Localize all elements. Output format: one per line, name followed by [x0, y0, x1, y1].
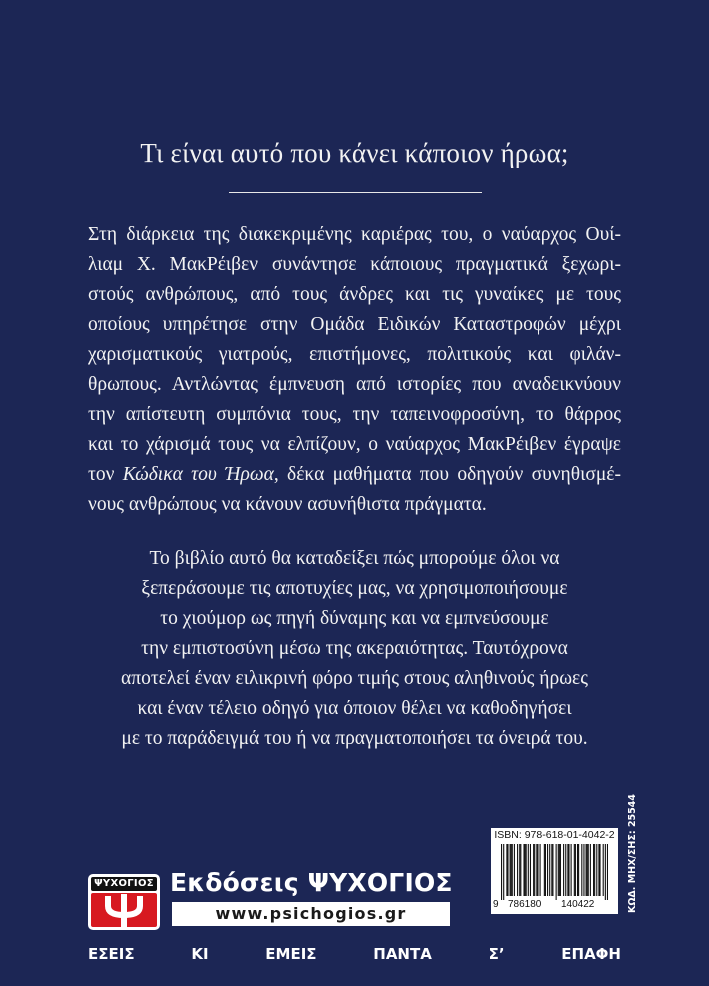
barcode-bar [552, 844, 553, 896]
barcode-bar [519, 844, 520, 896]
barcode-bar [567, 844, 568, 896]
barcode-digits-right: 140422 [561, 899, 595, 910]
barcode-bar [549, 844, 550, 896]
publisher-logo [88, 874, 160, 930]
paragraph-line: Το βιβλίο αυτό θα καταδείξει πώς μπορούμε όλοι να [149, 548, 560, 569]
barcode-bar [506, 844, 507, 896]
barcode-bar [563, 844, 564, 896]
back-cover-heading: Τι είναι αυτό που κάνει κάποιον ήρωα; [140, 138, 569, 168]
barcode-bar [525, 844, 526, 896]
paragraph-line: και έναν τέλειο οδηγό για όποιον θέλει να καθοδηγήσει [137, 698, 572, 719]
barcode-bar [526, 844, 527, 896]
barcode-bars [501, 844, 608, 900]
barcode-bar [514, 844, 515, 896]
description-paragraph [88, 220, 621, 520]
paragraph-line: Στη διάρκεια της διακεκριμένης καριέρας του, ο ναύαρχος Ουί- [88, 224, 621, 245]
line-suffix: , δέκα μαθήματα που οδηγούν συνηθισμέ- [273, 464, 621, 485]
publisher-slogan: ΕΣΕΙΣ ΚΙ ΕΜΕΙΣ ΠΑΝΤΑ Σ’ ΕΠΑΦΗ [88, 945, 621, 963]
barcode-bar [578, 844, 579, 896]
isbn-barcode [491, 828, 618, 914]
isbn-number: ISBN: 978-618-01-4042-2 [494, 829, 615, 841]
barcode-bar [523, 844, 524, 896]
paragraph-line: το χιούμορ ως πηγή δύναμης και να εμπνεύσουμε [160, 608, 549, 629]
barcode-bar [587, 844, 588, 896]
barcode-bar [517, 844, 518, 896]
summary-paragraph [0, 544, 709, 754]
barcode-bar [551, 844, 552, 896]
product-code: ΚΩΔ. ΜΗΧ/ΣΗΣ: 25544 [627, 794, 638, 913]
barcode-bar [537, 844, 538, 896]
barcode-bar [586, 844, 587, 896]
barcode-bar [593, 844, 594, 896]
barcode-bar [590, 844, 591, 896]
barcode-bar [545, 844, 546, 896]
barcode-bar [581, 844, 582, 896]
paragraph-line: και το χάρισμά τους να ελπίζουν, ο ναύαρχος ΜακΡέιβεν έγραψε [88, 434, 621, 455]
paragraph-line: ξεπεράσουμε τις αποτυχίες μας, να χρησιμοποιήσουμε [141, 578, 568, 599]
barcode-bar [540, 844, 541, 896]
paragraph-line: λιαμ Χ. ΜακΡέιβεν συνάντησε κάποιους πραγματικά ξεχωρι- [88, 254, 621, 275]
barcode-bar [588, 844, 589, 896]
publisher-url: www.psichogios.gr [172, 902, 450, 926]
paragraph-line: την εμπιστοσύνη μέσω της ακεραιότητας. Ταυτόχρονα [141, 638, 568, 659]
barcode-bar [568, 844, 569, 896]
barcode-bar [574, 844, 575, 896]
barcode-bar [544, 844, 545, 896]
barcode-bar [558, 844, 559, 896]
barcode-bar [560, 844, 561, 896]
barcode-bar [605, 844, 606, 900]
barcode-bar [603, 844, 604, 896]
barcode-bar [598, 844, 599, 896]
book-title-italic: Κώδικα του Ήρωα [122, 464, 274, 485]
barcode-bar [507, 844, 508, 896]
barcode-bar [534, 844, 535, 896]
barcode-bar [559, 844, 560, 896]
logo-wordmark: ΨΥΧΟΓΙΟΣ [91, 877, 157, 891]
psi-icon [91, 893, 157, 927]
barcode-bar [501, 844, 502, 900]
paragraph-line-with-title [88, 460, 621, 490]
paragraph-line: την απίστευτη συμπόνια τους, την ταπεινοφροσύνη, το θάρρος [88, 404, 621, 425]
barcode-bar [503, 844, 504, 900]
barcode-bar [556, 844, 557, 900]
barcode-bar [575, 844, 576, 896]
barcode-bar [596, 844, 597, 896]
barcode-digits-left: 786180 [508, 899, 542, 910]
barcode-bar [571, 844, 572, 896]
barcode-bar [510, 844, 511, 896]
barcode-bar [520, 844, 521, 896]
paragraph-line: νους ανθρώπους να κάνουν ασυνήθιστα πράγματα. [88, 494, 487, 515]
barcode-bar [577, 844, 578, 896]
barcode-bar [547, 844, 548, 896]
paragraph-line: χαρισματικούς γιατρούς, επιστήμονες, πολιτικούς και φιλάν- [88, 344, 621, 365]
barcode-bar [528, 844, 529, 896]
barcode-bar [512, 844, 513, 896]
barcode-digit-first: 9 [493, 899, 499, 910]
barcode-bar [533, 844, 534, 896]
paragraph-line: στούς ανθρώπους, από τους άνδρες και τις γυναίκες με τους [88, 284, 621, 305]
barcode-bar [599, 844, 600, 896]
publisher-name: Εκδόσεις ΨΥΧΟΓΙΟΣ [170, 868, 453, 897]
paragraph-line: οποίους υπηρέτησε στην Ομάδα Ειδικών Καταστροφών μέχρι [88, 314, 621, 335]
barcode-bar [530, 844, 531, 896]
barcode-bar [536, 844, 537, 896]
barcode-bar [565, 844, 566, 896]
paragraph-line: αποτελεί έναν ειλικρινή φόρο τιμής στους αληθινούς ήρωες [121, 668, 588, 689]
paragraph-line: με το παράδειγμά του ή να πραγματοποιήσει τα όνειρά του. [121, 728, 588, 749]
line-prefix: τον [88, 464, 123, 485]
barcode-bar [594, 844, 595, 896]
barcode-bar [511, 844, 512, 896]
paragraph-line: θρωπους. Αντλώντας έμπνευση από ιστορίες που αναδεικνύουν [88, 374, 621, 395]
barcode-bar [607, 844, 608, 900]
heading-divider [229, 192, 482, 193]
barcode-bar [583, 844, 584, 896]
